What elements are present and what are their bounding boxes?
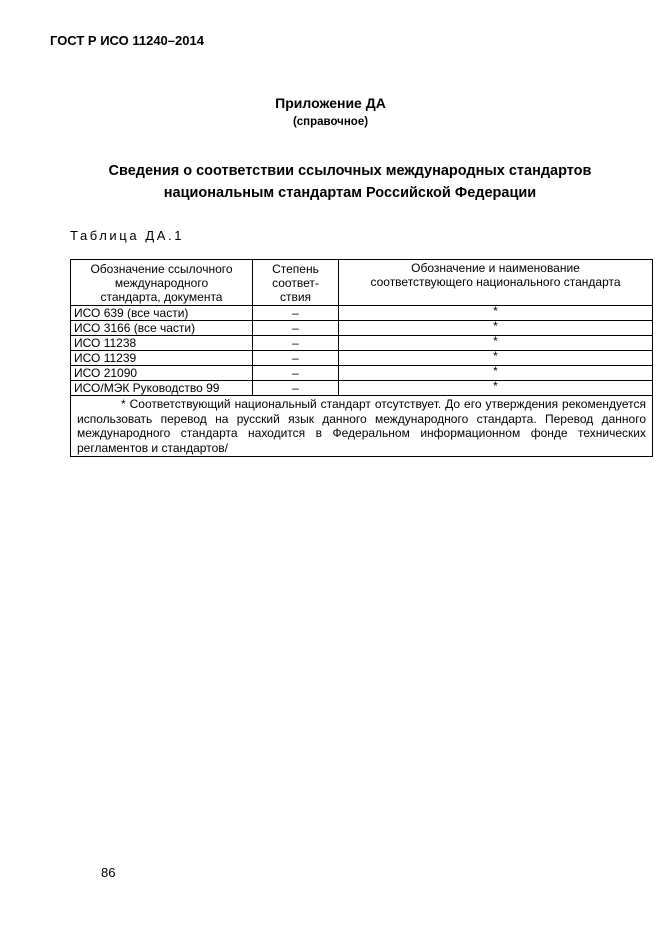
cell-degree: – [253,351,339,366]
table-row [71,366,653,381]
cell-national: * [339,366,653,381]
cell-degree: – [253,306,339,321]
document-header: ГОСТ Р ИСО 11240–2014 [50,33,204,48]
page-number: 86 [101,865,116,880]
table-row [71,321,653,336]
cell-national: * [339,321,653,336]
table-caption: Таблица ДА.1 [70,228,185,243]
cell-degree: – [253,366,339,381]
main-title [40,160,660,204]
header-degree: Степень соответ- ствия [253,260,339,306]
header-national-standard: Обозначение и наименование соответствующего национального стандарта [339,260,653,306]
cell-designation: ИСО 3166 (все части) [71,321,253,336]
cell-designation: ИСО 11238 [71,336,253,351]
main-title-line-1: Сведения о соответствии ссылочных международных стандартов [108,163,592,179]
table-header-row [71,260,653,306]
table-footnote [71,396,653,457]
cell-designation: ИСО 639 (все части) [71,306,253,321]
table-row [71,336,653,351]
cell-degree: – [253,336,339,351]
cell-designation: ИСО 21090 [71,366,253,381]
cell-designation: ИСО 11239 [71,351,253,366]
table-row [71,381,653,396]
cell-national: * [339,381,653,396]
footnote-text: * Соответствующий национальный стандарт отсутствует. До его утверждения рекомендуется использовать перевод на русский язык данного международного стандарта. Перевод данного международного стандарта находится в Федеральном информационном фонде технических регламентов и стандартов/ [77,397,646,455]
cell-designation: ИСО/МЭК Руководство 99 [71,381,253,396]
standards-table [70,259,653,457]
cell-degree: – [253,381,339,396]
header-designation: Обозначение ссылочного международного стандарта, документа [71,260,253,306]
table-row [71,351,653,366]
cell-degree: – [253,321,339,336]
cell-national: * [339,306,653,321]
table-footnote-row [71,396,653,457]
cell-national: * [339,336,653,351]
appendix-note: (справочное) [292,116,369,128]
main-title-line-2: национальным стандартам Российской Федерации [163,185,537,201]
table-row [71,306,653,321]
appendix-title: Приложение ДА [275,95,386,111]
cell-national: * [339,351,653,366]
